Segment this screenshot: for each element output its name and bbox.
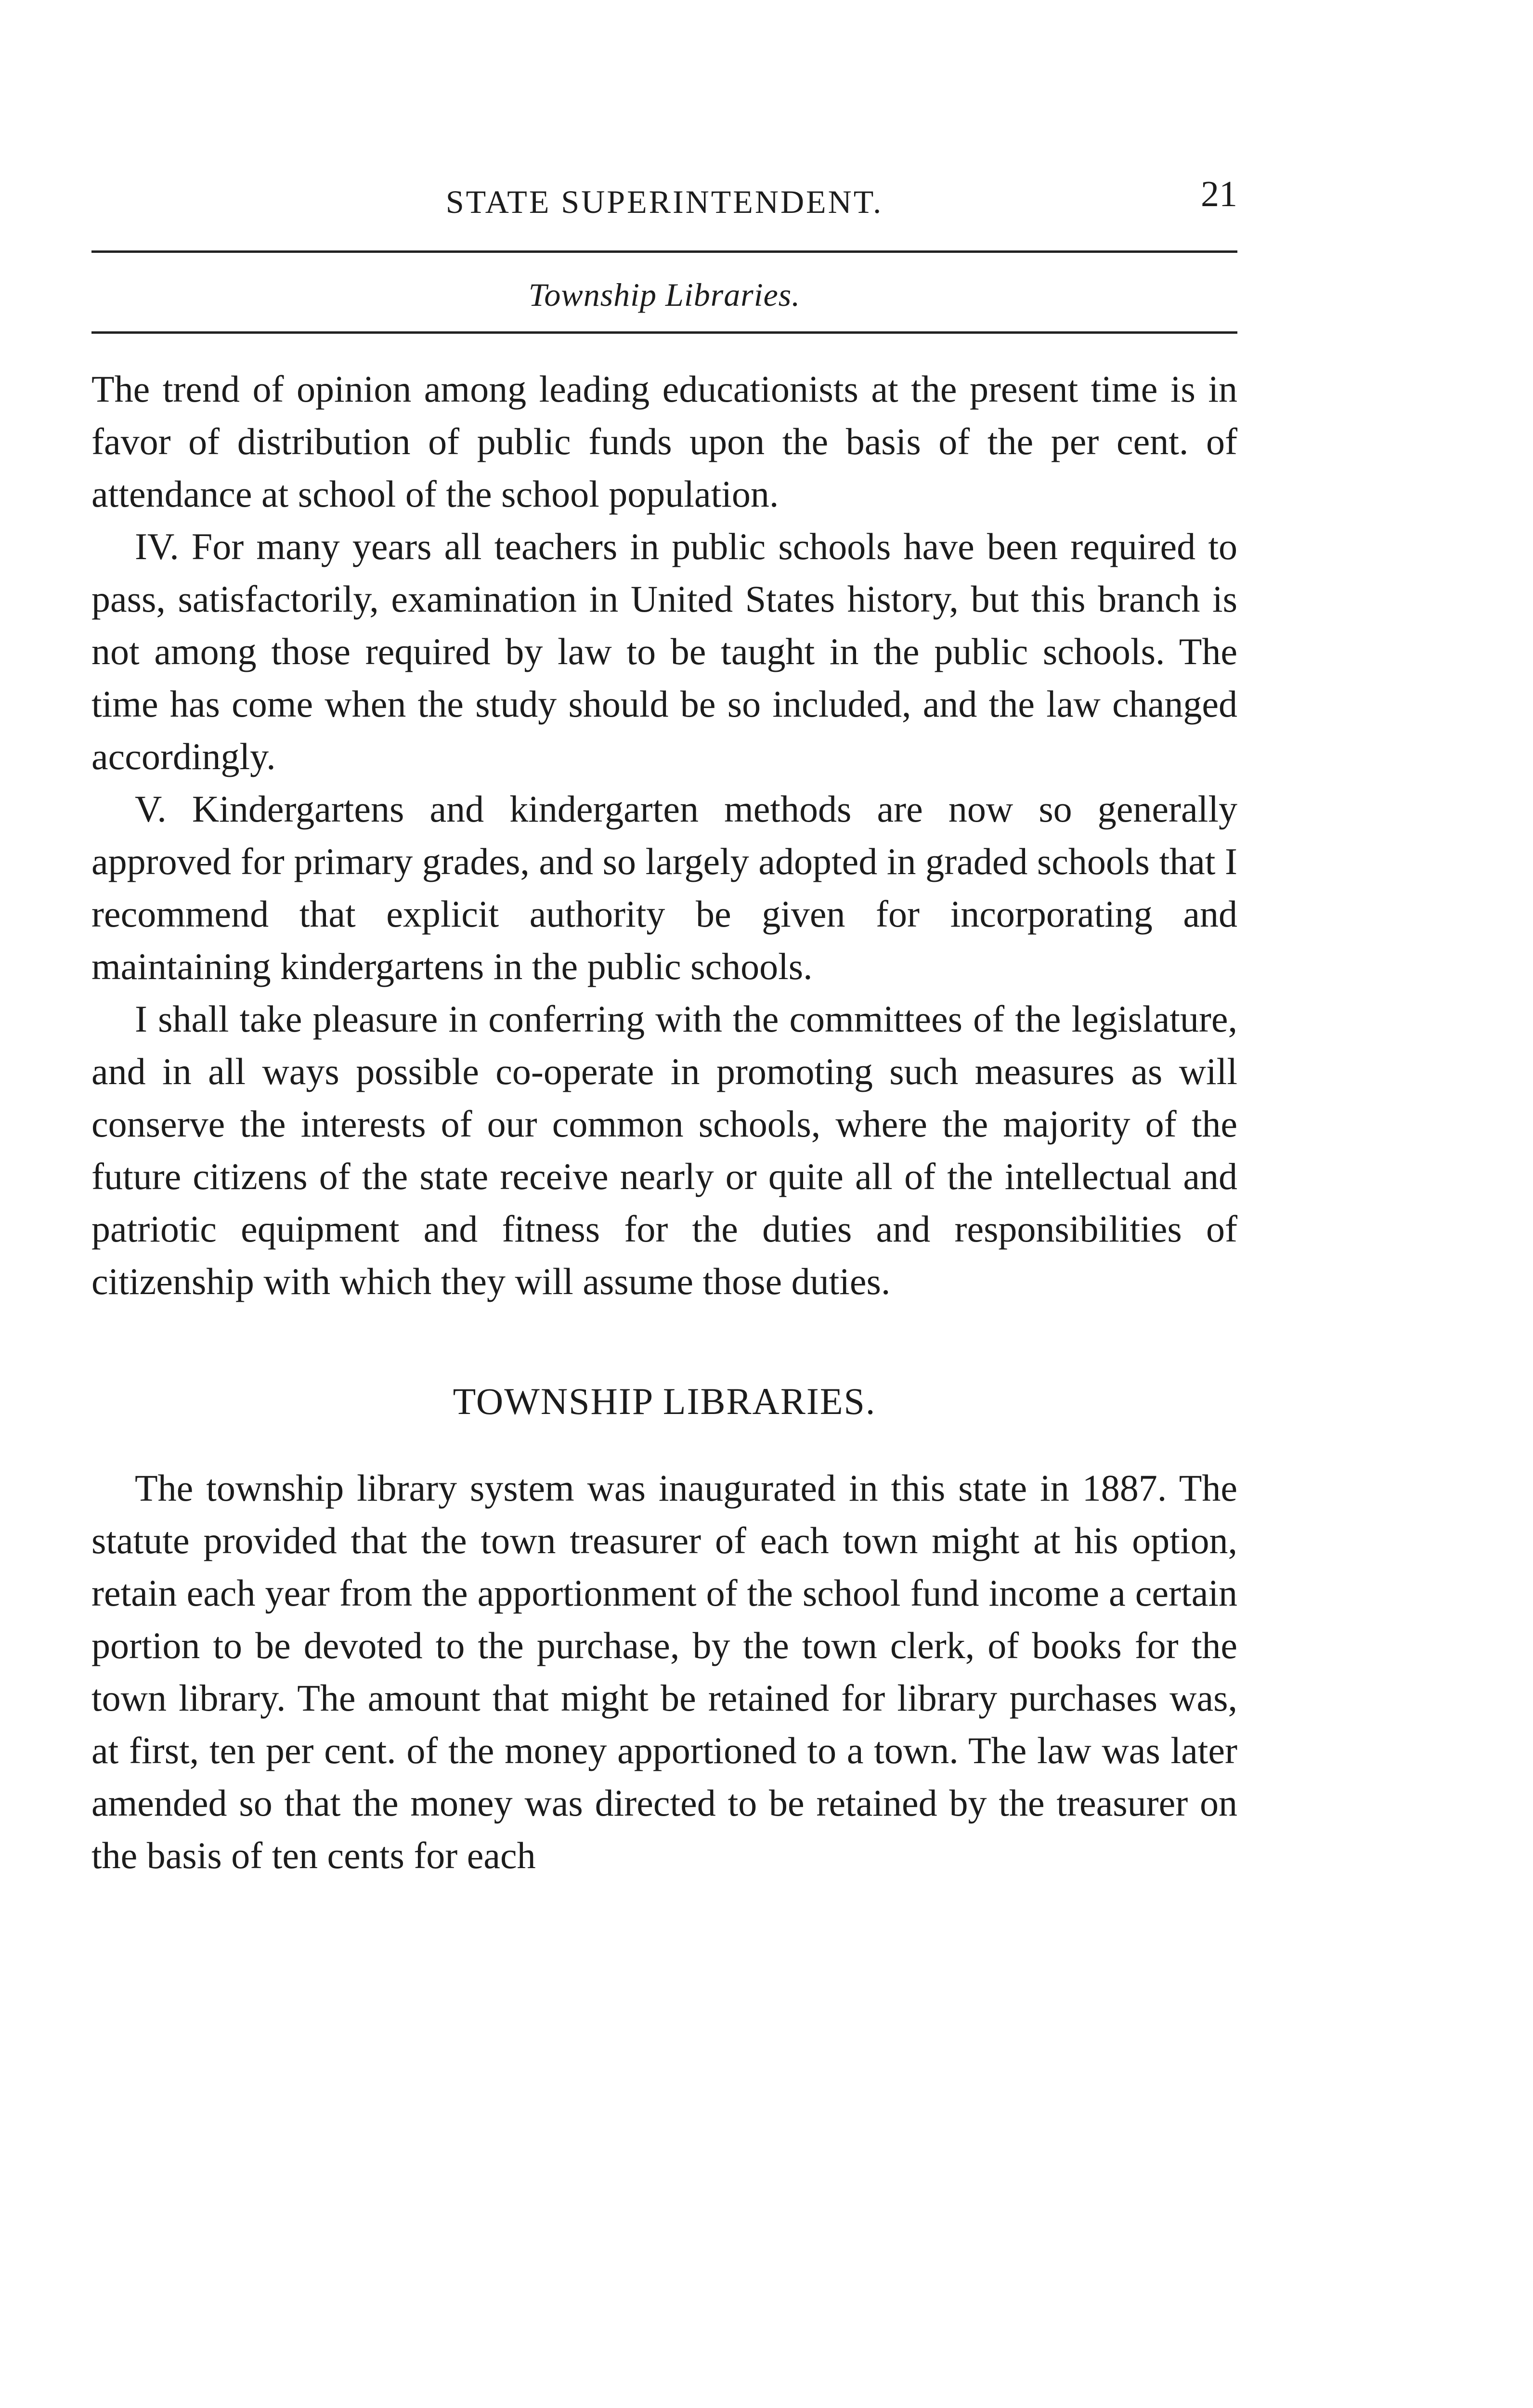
section-heading: TOWNSHIP LIBRARIES. [453,1380,876,1422]
page-number: 21 [1201,174,1237,214]
document-page [91,173,1237,1882]
section-title: Township Libraries. [528,276,801,313]
body-text [91,363,1237,1882]
paragraph-conferring: I shall take pleasure in conferring with the committees of the legislature, and in all ways possible co-operate in promoting such measures as will conserve the interests of our common schools, where the majority of the future citizens of the state receive nearly or quite all of the intellectual and patriotic equipment and fitness for the duties and responsibilities of citizenship with which they will assume those duties. [91,998,1237,1302]
paragraph-kindergartens: V. Kindergartens and kindergarten methods are now so generally approved for primary grades, and so largely adopted in graded schools that I recommend that explicit authority be given for incorporating and maintaining kindergartens in the public schools. [91,788,1237,987]
header-rule-bottom [91,331,1237,334]
running-title: STATE SUPERINTENDENT. [445,183,883,220]
running-head [91,173,1237,226]
paragraph-history: IV. For many years all teachers in public schools have been required to pass, satisfactorily, examination in United States history, but this branch is not among those required by law to be taught in the public schools. The time has come when the study should be so included, and the law changed accordingly. [91,525,1237,777]
paragraph-township-libraries: The township library system was inaugurated in this state in 1887. The statute provided that the town treasurer of each town might at his option, retain each year from the apportionment of the school fund income a certain portion to be devoted to the purchase, by the town clerk, of books for the town library. The amount that might be retained for library purchases was, at first, ten per cent. of the money apportioned to a town. The law was later amended so that the money was directed to be retained by the treasurer on the basis of ten cents for each [91,1467,1237,1876]
paragraph-opinion: The trend of opinion among leading educationists at the present time is in favor of distribution of public funds upon the basis of the per cent. of attendance at school of the school population. [91,368,1237,515]
